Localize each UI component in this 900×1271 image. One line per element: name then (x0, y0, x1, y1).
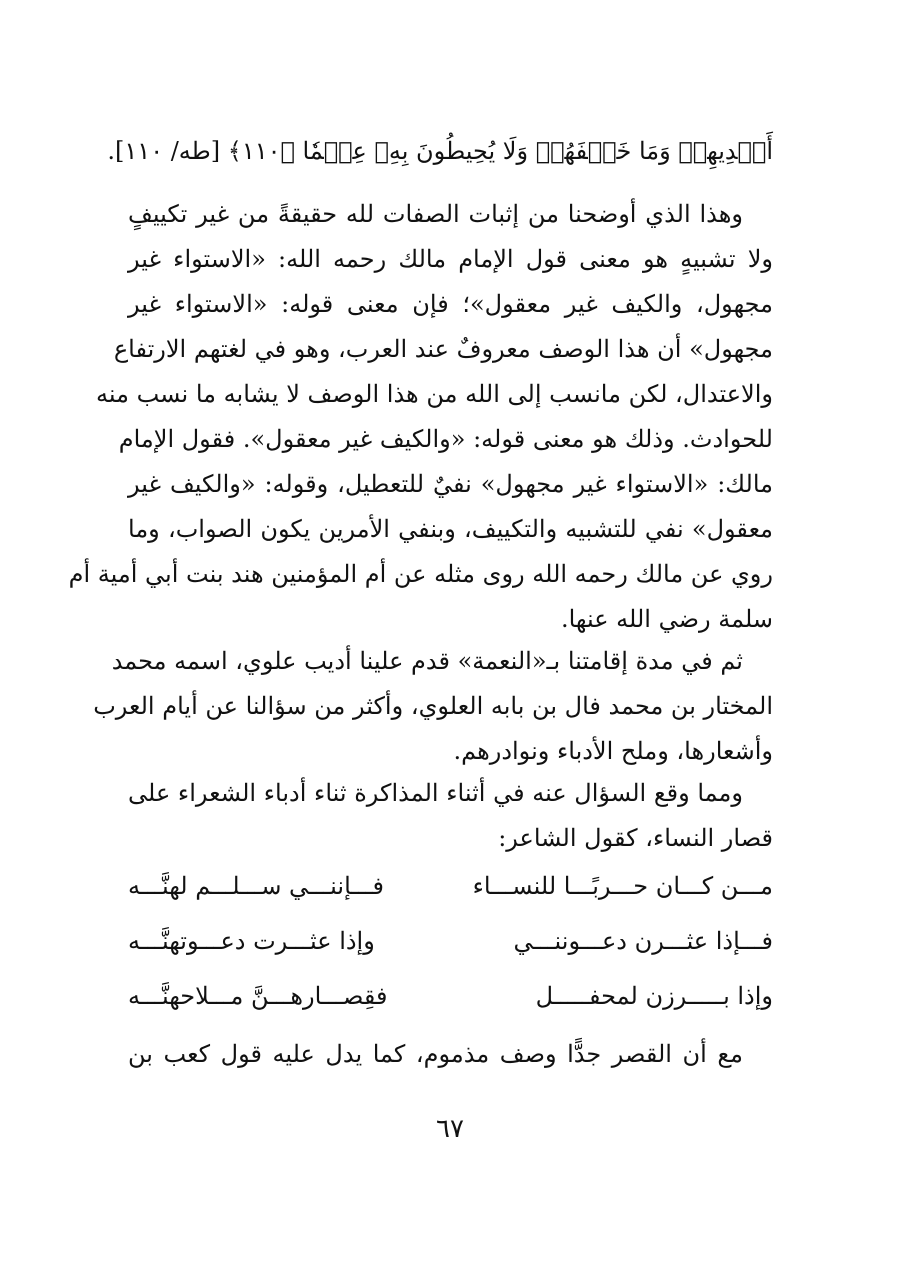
text-line: والاعتدال، لكن مانسب إلى الله من هذا الوصف لا يشابه ما نسب منه (95, 380, 773, 408)
text-line: وأشعارها، وملح الأدباء ونوادرهم. (453, 737, 773, 765)
verse-second-hemistich: فـــإننـــي ســـلـــم لهنَّـــه (128, 872, 384, 900)
text-line: للحوادث. وذلك هو معنى قوله: «والكيف غير معقول». فقول الإمام (118, 425, 773, 453)
verse-second-hemistich: فقِصـــارهـــنَّ مـــلاحهنَّـــه (128, 982, 388, 1010)
text-line: مجهول، والكيف غير معقول»؛ فإن معنى قوله: «الاستواء غير (128, 290, 773, 318)
text-line: وهذا الذي أوضحنا من إثبات الصفات لله حقيقةً من غير تكييفٍ (128, 200, 743, 228)
quran-verse-line: أَيۡدِيهِمۡ وَمَا خَلۡفَهُمۡ وَلَا يُحِيطُونَ بِهِۦ عِلۡمٗا ﴿١١٠﴾ [طه/ ١١٠]. (107, 137, 773, 165)
page-number: ٦٧ (436, 1114, 464, 1144)
text-line: مع أن القصر جدًّا وصف مذموم، كما يدل عليه قول كعب بن (128, 1040, 743, 1068)
text-line: ولا تشبيهٍ هو معنى قول الإمام مالك رحمه الله: «الاستواء غير (128, 245, 773, 273)
verse-first-hemistich: فـــإذا عثـــرن دعـــوننـــي (513, 927, 773, 955)
poem-verse (128, 921, 773, 961)
text-line: المختار بن محمد فال بن بابه العلوي، وأكثر من سؤالنا عن أيام العرب (93, 692, 773, 720)
verse-first-hemistich: مـــن كـــان حـــربًـــا للنســـاء (472, 872, 773, 900)
poem-verse (128, 976, 773, 1016)
book-page (68, 0, 773, 1271)
verse-second-hemistich: وإذا عثـــرت دعـــوتهنَّـــه (128, 927, 375, 955)
text-line: مجهول» أن هذا الوصف معروفٌ عند العرب، وهو في لغتهم الارتفاع (113, 335, 773, 363)
text-line: روي عن مالك رحمه الله روى مثله عن أم المؤمنين هند بنت أبي أمية أم (68, 560, 773, 588)
text-line: مالك: «الاستواء غير مجهول» نفيٌ للتعطيل، وقوله: «والكيف غير (128, 470, 773, 498)
text-line: قصار النساء، كقول الشاعر: (498, 824, 773, 852)
text-line: ثم في مدة إقامتنا بـ«النعمة» قدم علينا أديب علوي، اسمه محمد (111, 647, 743, 675)
verse-first-hemistich: وإذا بـــــرزن لمحفـــــل (535, 982, 773, 1010)
text-line: معقول» نفي للتشبيه والتكييف، وبنفي الأمرين يكون الصواب، وما (128, 515, 773, 543)
poem-verse (128, 866, 773, 906)
text-line: سلمة رضي الله عنها. (560, 605, 773, 633)
text-line: ومما وقع السؤال عنه في أثناء المذاكرة ثناء أدباء الشعراء على (128, 779, 743, 807)
